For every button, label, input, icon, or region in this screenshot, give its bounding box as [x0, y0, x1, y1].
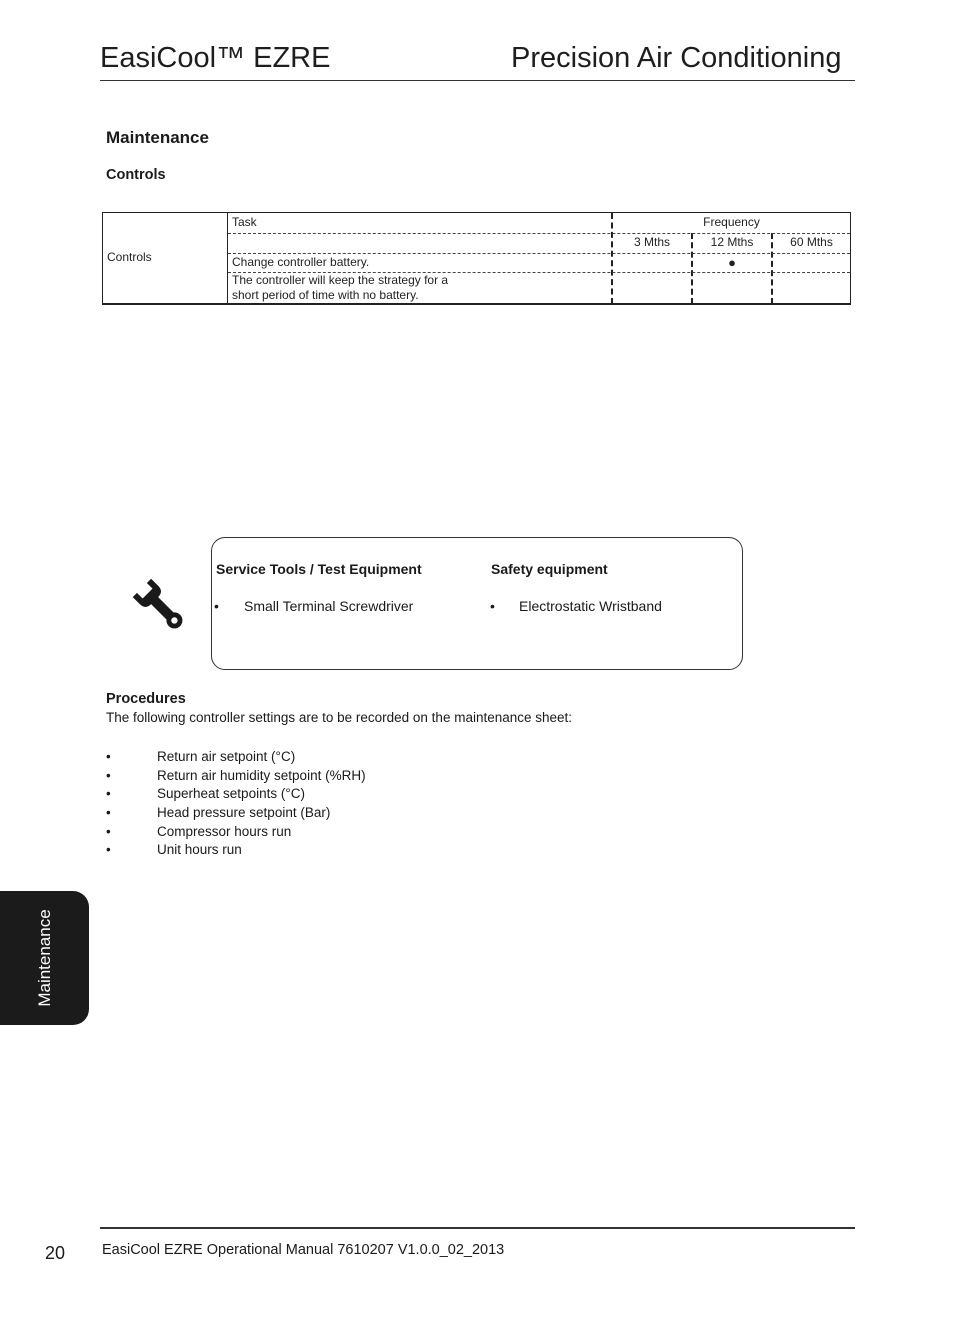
footer-document-id: EasiCool EZRE Operational Manual 7610207 V1.0.0_02_2013	[102, 1242, 505, 1258]
procedures-heading: Procedures	[106, 691, 186, 707]
table-column-60-months: 60 Mths	[790, 235, 833, 249]
footer-rule	[100, 1227, 855, 1229]
maintenance-table	[102, 212, 851, 305]
header-subtitle: Precision Air Conditioning	[511, 42, 842, 74]
table-divider	[228, 253, 850, 254]
table-divider	[227, 213, 228, 304]
table-row-mark: ●	[728, 255, 736, 270]
service-tools-bullet: •	[214, 598, 219, 614]
section-subtitle: Controls	[106, 167, 166, 183]
header-rule	[100, 80, 855, 81]
tools-box	[211, 537, 743, 670]
table-header-frequency: Frequency	[703, 215, 760, 229]
table-group-label: Controls	[107, 250, 152, 264]
safety-equipment-item: Electrostatic Wristband	[519, 598, 662, 614]
table-divider	[228, 233, 850, 234]
safety-equipment-bullet: •	[490, 598, 495, 614]
page-number: 20	[45, 1243, 66, 1263]
table-header-task: Task	[232, 215, 257, 229]
section-title: Maintenance	[106, 128, 209, 147]
side-section-tab	[0, 891, 89, 1025]
service-tools-heading: Service Tools / Test Equipment	[216, 561, 422, 577]
table-column-12-months: 12 Mths	[710, 235, 754, 249]
wrench-icon	[132, 578, 190, 636]
service-tool-item: Small Terminal Screwdriver	[244, 598, 414, 614]
header-product-title: EasiCool™ EZRE	[100, 42, 331, 74]
side-tab-label: Maintenance	[34, 909, 54, 1007]
table-row-task-line2: short period of time with no battery.	[232, 288, 419, 302]
safety-equipment-heading: Safety equipment	[491, 561, 608, 577]
table-row-task-line1: The controller will keep the strategy for a	[232, 273, 449, 287]
table-row-task: Change controller battery.	[232, 255, 370, 269]
table-column-3-months: 3 Mths	[633, 235, 670, 249]
procedures-intro: The following controller settings are to be recorded on the maintenance sheet:	[106, 710, 573, 725]
